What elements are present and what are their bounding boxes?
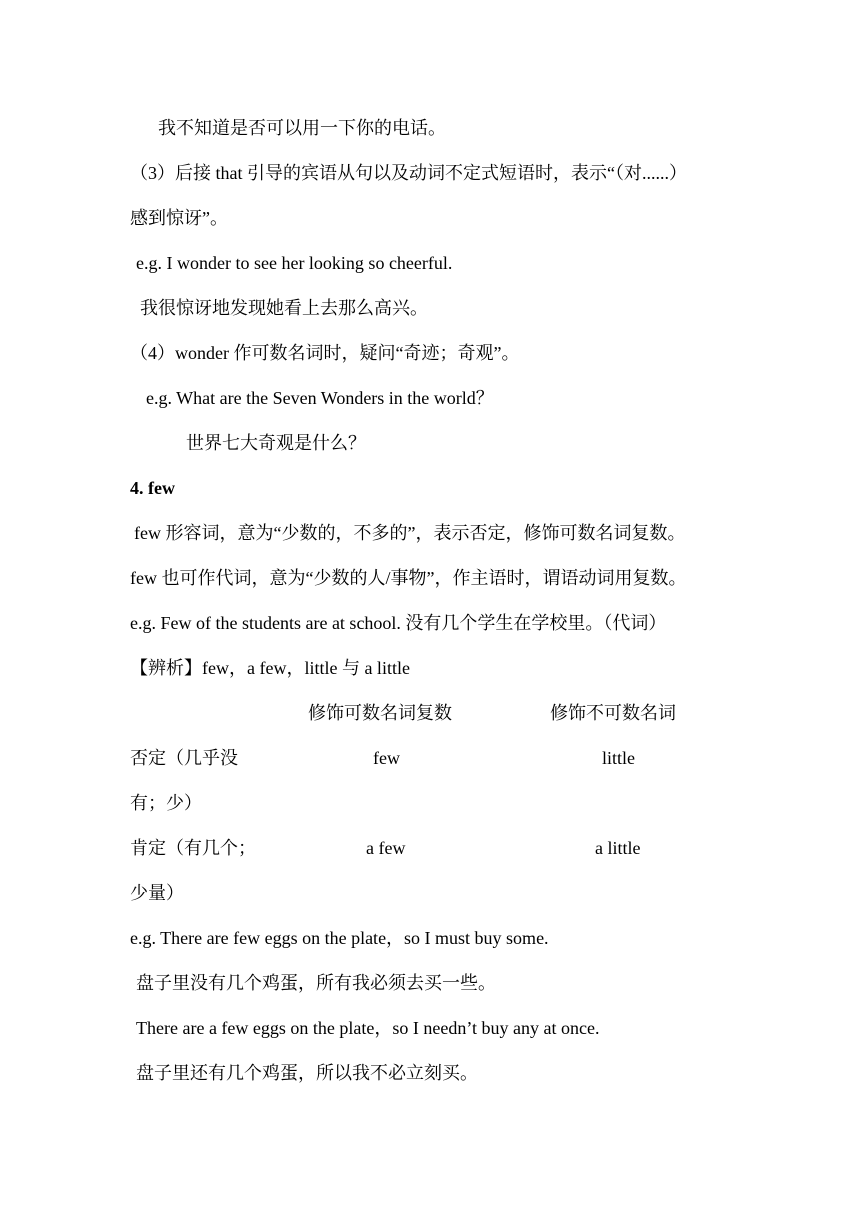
definition-line: few 也可作代词，意为“少数的人/事物”，作主语时，谓语动词用复数。: [130, 568, 687, 588]
example-translation: 盘子里还有几个鸡蛋，所以我不必立刻买。: [136, 1063, 478, 1083]
usage-point-4: （4）wonder 作可数名词时，疑问“奇迹；奇观”。: [130, 343, 520, 363]
example-sentence: e.g. I wonder to see her looking so cheerful.: [136, 253, 453, 273]
table-cell-countable: few: [373, 748, 400, 768]
table-row-label: 肯定（有几个；: [130, 838, 256, 858]
example-translation: 我很惊讶地发现她看上去那么高兴。: [140, 298, 428, 318]
section-heading: 4. few: [130, 478, 175, 498]
usage-point-3-continued: 感到惊讶”。: [130, 208, 228, 228]
comparison-heading: 【辨析】few，a few，little 与 a little: [130, 658, 410, 678]
example-translation: 我不知道是否可以用一下你的电话。: [158, 118, 446, 138]
example-sentence: e.g. Few of the students are at school. 没有几个学生在学校里。（代词）: [130, 613, 667, 633]
table-header-uncountable: 修饰不可数名词: [550, 703, 676, 723]
example-sentence: e.g. There are few eggs on the plate，so I must buy some.: [130, 928, 549, 948]
example-sentence: e.g. What are the Seven Wonders in the world？: [146, 388, 494, 408]
definition-line: few 形容词，意为“少数的，不多的”，表示否定，修饰可数名词复数。: [134, 523, 686, 543]
table-cell-uncountable: a little: [595, 838, 641, 858]
example-sentence: There are a few eggs on the plate，so I needn’t buy any at once.: [136, 1018, 600, 1038]
usage-point-3: （3）后接 that 引导的宾语从句以及动词不定式短语时，表示“（对......）: [130, 163, 687, 183]
example-translation: 世界七大奇观是什么？: [186, 433, 366, 453]
table-cell-countable: a few: [366, 838, 406, 858]
table-row-label-continued: 有；少）: [130, 793, 202, 813]
example-translation: 盘子里没有几个鸡蛋，所有我必须去买一些。: [136, 973, 496, 993]
table-row-label: 否定（几乎没: [130, 748, 238, 768]
table-cell-uncountable: little: [602, 748, 635, 768]
table-header-countable: 修饰可数名词复数: [308, 703, 452, 723]
table-row-label-continued: 少量）: [130, 883, 184, 903]
